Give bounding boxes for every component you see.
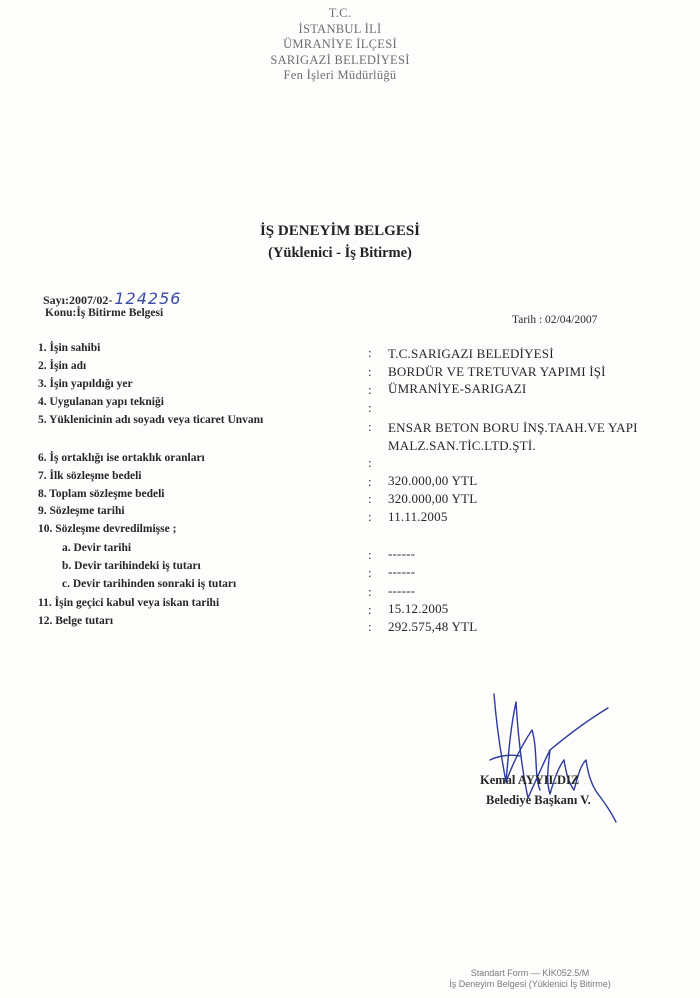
field-colon: : xyxy=(368,364,372,379)
field-label: 1. İşin sahibi xyxy=(38,342,101,354)
field-label: c. Devir tarihinden sonraki iş tutarı xyxy=(62,578,237,590)
field-colon: : xyxy=(368,619,372,634)
field-colon: : xyxy=(368,382,372,397)
footer-line: İş Deneyim Belgesi (Yüklenici İş Bitirme) xyxy=(449,979,611,989)
field-colon: : xyxy=(368,509,372,524)
letterhead-line: İSTANBUL İLİ xyxy=(298,21,382,36)
document-title: İŞ DENEYİM BELGESİ xyxy=(259,223,421,239)
field-colon: : xyxy=(368,400,372,415)
field-colon: : xyxy=(368,419,372,434)
field-value: 292.575,48 YTL xyxy=(388,619,478,634)
letterhead-line: Fen İşleri Müdürlüğü xyxy=(283,68,397,82)
document-date: Tarih : 02/04/2007 xyxy=(512,314,598,326)
field-colon: : xyxy=(368,547,372,562)
field-label: 9. Sözleşme tarihi xyxy=(38,505,125,517)
field-value: 320.000,00 YTL xyxy=(388,473,478,488)
field-value: T.C.SARIGAZI BELEDİYESİ xyxy=(388,346,554,361)
field-value: ------ xyxy=(388,583,416,598)
letterhead-line: ÜMRANİYE İLÇESİ xyxy=(283,37,397,51)
signer-name: Kemal AYYILDIZ xyxy=(480,773,580,787)
handwritten-reference-number: 124256 xyxy=(114,289,182,308)
field-label: 3. İşin yapıldığı yer xyxy=(38,378,133,390)
field-label: b. Devir tarihindeki iş tutarı xyxy=(62,560,201,572)
field-colon: : xyxy=(368,602,372,617)
field-label: a. Devir tarihi xyxy=(62,542,132,554)
field-label: 5. Yüklenicinin adı soyadı veya ticaret Unvanı xyxy=(38,414,264,426)
reference-label: Sayı:2007/02- xyxy=(43,293,113,307)
field-value: 15.12.2005 xyxy=(388,601,449,616)
field-label: 11. İşin geçici kabul veya iskan tarihi xyxy=(38,597,220,609)
field-value: BORDÜR VE TRETUVAR YAPIMI İŞİ xyxy=(388,364,606,379)
field-colon: : xyxy=(368,474,372,489)
field-colon: : xyxy=(368,491,372,506)
field-value: ------ xyxy=(388,564,416,579)
field-colon: : xyxy=(368,565,372,580)
field-label: 4. Uygulanan yapı tekniği xyxy=(38,396,164,408)
form-footer xyxy=(420,968,640,990)
field-label: 8. Toplam sözleşme bedeli xyxy=(38,488,165,500)
field-label: 2. İşin adı xyxy=(38,360,87,372)
letterhead-line: T.C. xyxy=(328,6,352,20)
field-value: 11.11.2005 xyxy=(388,509,448,524)
field-value: ÜMRANİYE-SARIGAZI xyxy=(388,381,527,396)
field-colon: : xyxy=(368,584,372,599)
field-label: 10. Sözleşme devredilmişse ; xyxy=(38,523,177,535)
field-colon: : xyxy=(368,455,372,470)
footer-line: Standart Form — KİK052.5/M xyxy=(470,968,590,978)
field-value: 320.000,00 YTL xyxy=(388,491,478,506)
field-label: 12. Belge tutarı xyxy=(38,615,114,627)
field-label: 7. İlk sözleşme bedeli xyxy=(38,470,142,482)
field-value-continuation: MALZ.SAN.TİC.LTD.ŞTİ. xyxy=(388,438,536,453)
letterhead-line: SARIGAZİ BELEDİYESİ xyxy=(270,52,410,67)
field-value: ENSAR BETON BORU İNŞ.TAAH.VE YAPI xyxy=(388,420,638,435)
subject-line: Konu:İş Bitirme Belgesi xyxy=(45,307,164,319)
document-subtitle: (Yüklenici - İş Bitirme) xyxy=(268,245,412,261)
field-value: ------ xyxy=(388,546,416,561)
field-colon: : xyxy=(368,345,372,360)
field-label: 6. İş ortaklığı ise ortaklık oranları xyxy=(38,452,205,464)
signer-title: Belediye Başkanı V. xyxy=(486,793,591,807)
